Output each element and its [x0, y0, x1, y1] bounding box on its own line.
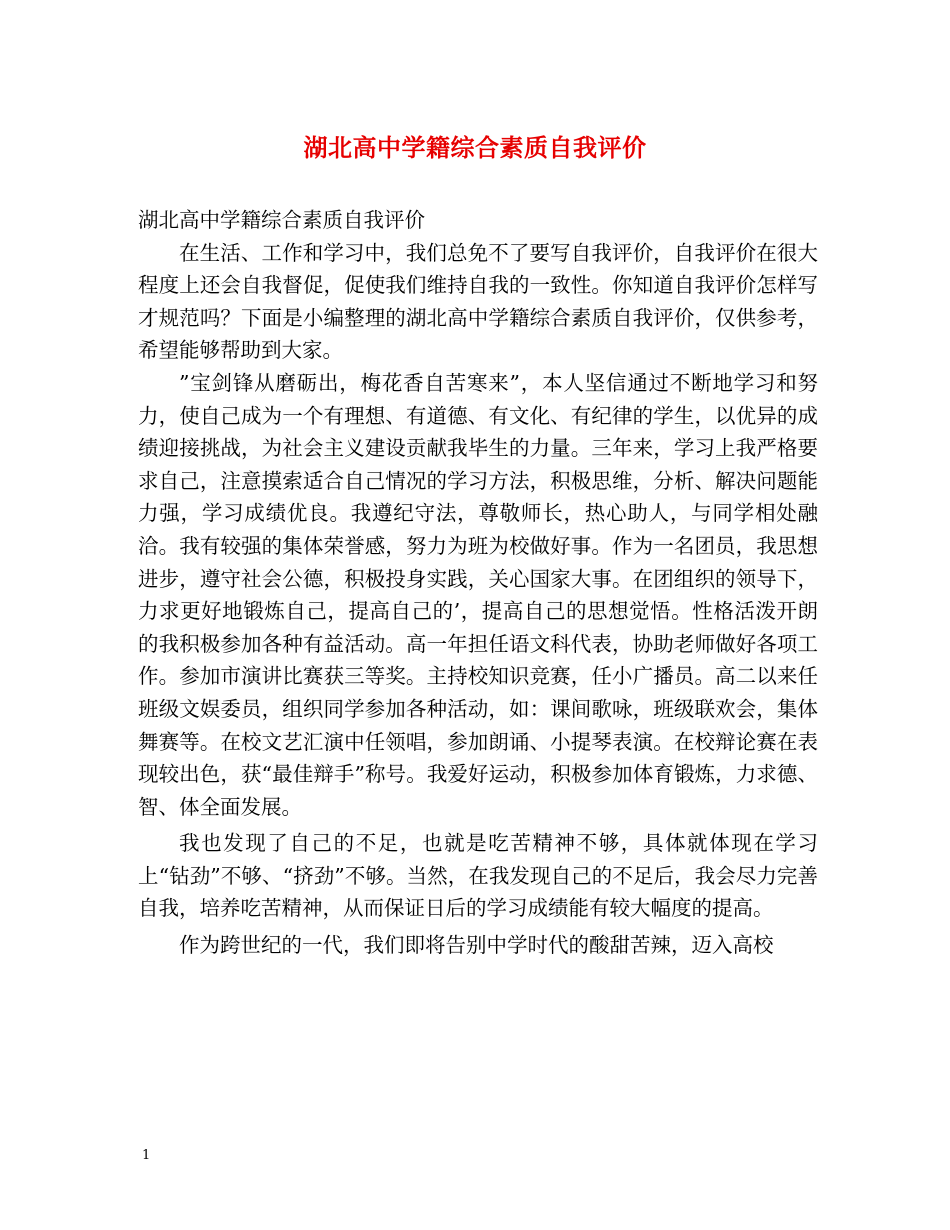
document-subtitle: 湖北高中学籍综合素质自我评价 — [138, 208, 425, 232]
page-number: 1 — [142, 1148, 151, 1163]
paragraph-intro: 在生活、工作和学习中，我们总免不了要写自我评价，自我评价在很大程度上还会自我督促，促使我们维持自我的一致性。你知道自我评价怎样写才规范吗？下面是小编整理的湖北高中学籍综合素质自我评价，仅供参考，希望能够帮助到大家。 — [138, 240, 818, 363]
document-body — [138, 204, 818, 962]
paragraph-self-evaluation: ”宝剑锋从磨砺出，梅花香自苦寒来”，本人坚信通过不断地学习和努力，使自己成为一个有理想、有道德、有文化、有纪律的学生，以优异的成绩迎接挑战，为社会主义建设贡献我毕生的力量。三年来，学习上我严格要求自己，注意摸索适合自己情况的学习方法，积极思维，分析、解决问题能力强，学习成绩优良。我遵纪守法，尊敬师长，热心助人，与同学相处融洽。我有较强的集体荣誉感，努力为班为校做好事。作为一名团员，我思想进步，遵守社会公德，积极投身实践，关心国家大事。在团组织的领导下，力求更好地锻炼自己，提高自己的’，提高自己的思想觉悟。性格活泼开朗的我积极参加各种有益活动。高一年担任语文科代表，协助老师做好各项工作。参加市演讲比赛获三等奖。主持校知识竞赛，任小广播员。高二以来任班级文娱委员，组织同学参加各种活动，如：课间歌咏，班级联欢会，集体舞赛等。在校文艺汇演中任领唱，参加朗诵、小提琴表演。在校辩论赛在表现较出色，获“最佳辩手”称号。我爱好运动，积极参加体育锻炼，力求德、智、体全面发展。 — [138, 370, 818, 819]
document-title: 湖北高中学籍综合素质自我评价 — [303, 133, 647, 162]
paragraph-future: 作为跨世纪的一代，我们即将告别中学时代的酸甜苦辣，迈入高校 — [179, 933, 774, 958]
paragraph-shortcomings: 我也发现了自己的不足，也就是吃苦精神不够，具体就体现在学习上“钻劲”不够、“挤劲”不够。当然，在我发现自己的不足后，我会尽力完善自我，培养吃苦精神，从而保证日后的学习成绩能有较大幅度的提高。 — [138, 831, 818, 921]
